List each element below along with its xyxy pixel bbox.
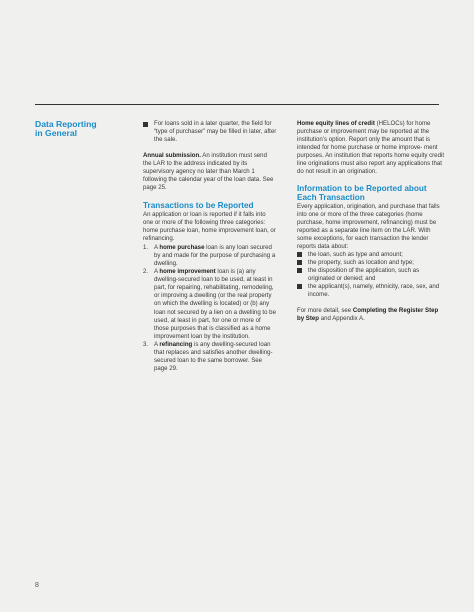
top-divider-rule [35,104,439,105]
list-number: 3. [143,340,149,348]
item-definition: is any dwelling-secured loan that replaces and satisfies another dwelling-secured loan to the same borrower. See page 29. [154,340,273,372]
list-item [297,251,445,259]
heloc-label: Home equity lines of credit [297,120,375,127]
right-column [297,120,445,323]
item-term: home purchase [159,244,205,252]
transactions-heading: Transactions to be Reported [143,201,254,211]
transactions-intro: An application or loan is reported if it falls into one or more of the following three categories: home purchase loan, home improvement loan, or refinancing. [143,210,276,243]
item-term: refinancing [159,340,193,348]
bullet-square-icon [297,284,302,289]
section-title: Data Reporting in General [35,119,97,139]
annual-submission-paragraph [143,152,277,192]
bullet-text: the applicant(s), namely, ethnicity, race, sex, and income. [308,282,440,299]
list-item [297,283,445,299]
bullet-text: the property, such as location and type; [308,258,414,266]
list-item-home-improvement [143,268,277,340]
item-term: home improvement [159,268,216,276]
bullet-text: the loan, such as type and amount; [308,250,403,258]
bullet-text: the disposition of the application, such as originated or denied; and [308,266,420,282]
bullet-square-icon [297,268,302,273]
list-item [297,267,445,283]
bullet-item-loans-sold [143,120,277,144]
more-detail-paragraph [297,307,445,323]
sidebar-column [35,120,105,139]
annual-submission-text: An institution must send the LAR to the address indicated by its supervisory agency no later than March 1 following the calendar year of the loan data. See page 25. [143,152,274,192]
middle-column [143,120,277,373]
more-suffix: and Appendix A. [319,315,365,323]
item-definition: loan is (a) any dwelling-secured loan to be used, at least in part, for repairing, rehabilitating, remodeling, or improving a dwelling (or the real property on which the dwelling is located) or (b) any loan not secured by a lien on a dwelling to be used, at least in part, for one or more of those purposes that is classified as a home improvement loan by the institution. [154,268,276,340]
annual-submission-label: Annual submission. [143,152,201,160]
information-heading: Information to be Reported about Each Transaction [297,184,427,202]
more-prefix: For more detail, see [297,307,353,315]
item-definition: loan is any loan secured by and made for the purpose of purchasing a dwelling. [154,244,276,268]
list-number: 2. [143,268,149,276]
item-prefix: A [154,340,160,348]
list-number: 1. [143,244,149,252]
page-number: 8 [35,582,39,589]
list-item [297,259,445,267]
item-prefix: A [154,268,160,276]
heloc-text: (HELOCs) for home purchase or improvement may be reported at the institution’s option. Report only the amount that is intended for home purchase or home improve- ment purposes. An institution that reports home equity credit line originations must also report any applications that do not result in an origination. [297,120,445,176]
list-item-refinancing [143,341,277,373]
bullet-square-icon [297,252,302,257]
bullet-text: For loans sold in a later quarter, the field for “type of purchaser” may be filled in later, after the sale. [154,120,277,144]
more-reference: Completing the Register Step by Step [297,307,439,323]
information-intro: Every application, origination, and purchase that falls into one or more of the three categories (home purchase, home improvement, refinancing) must be reported as a separate line item on the LAR. With some exceptions, for each transaction the lender reports data about: [297,202,440,250]
bullet-square-icon [297,260,302,265]
heloc-paragraph [297,120,445,176]
bullet-square-icon [143,122,148,127]
list-item-home-purchase [143,244,277,268]
item-prefix: A [154,244,160,252]
